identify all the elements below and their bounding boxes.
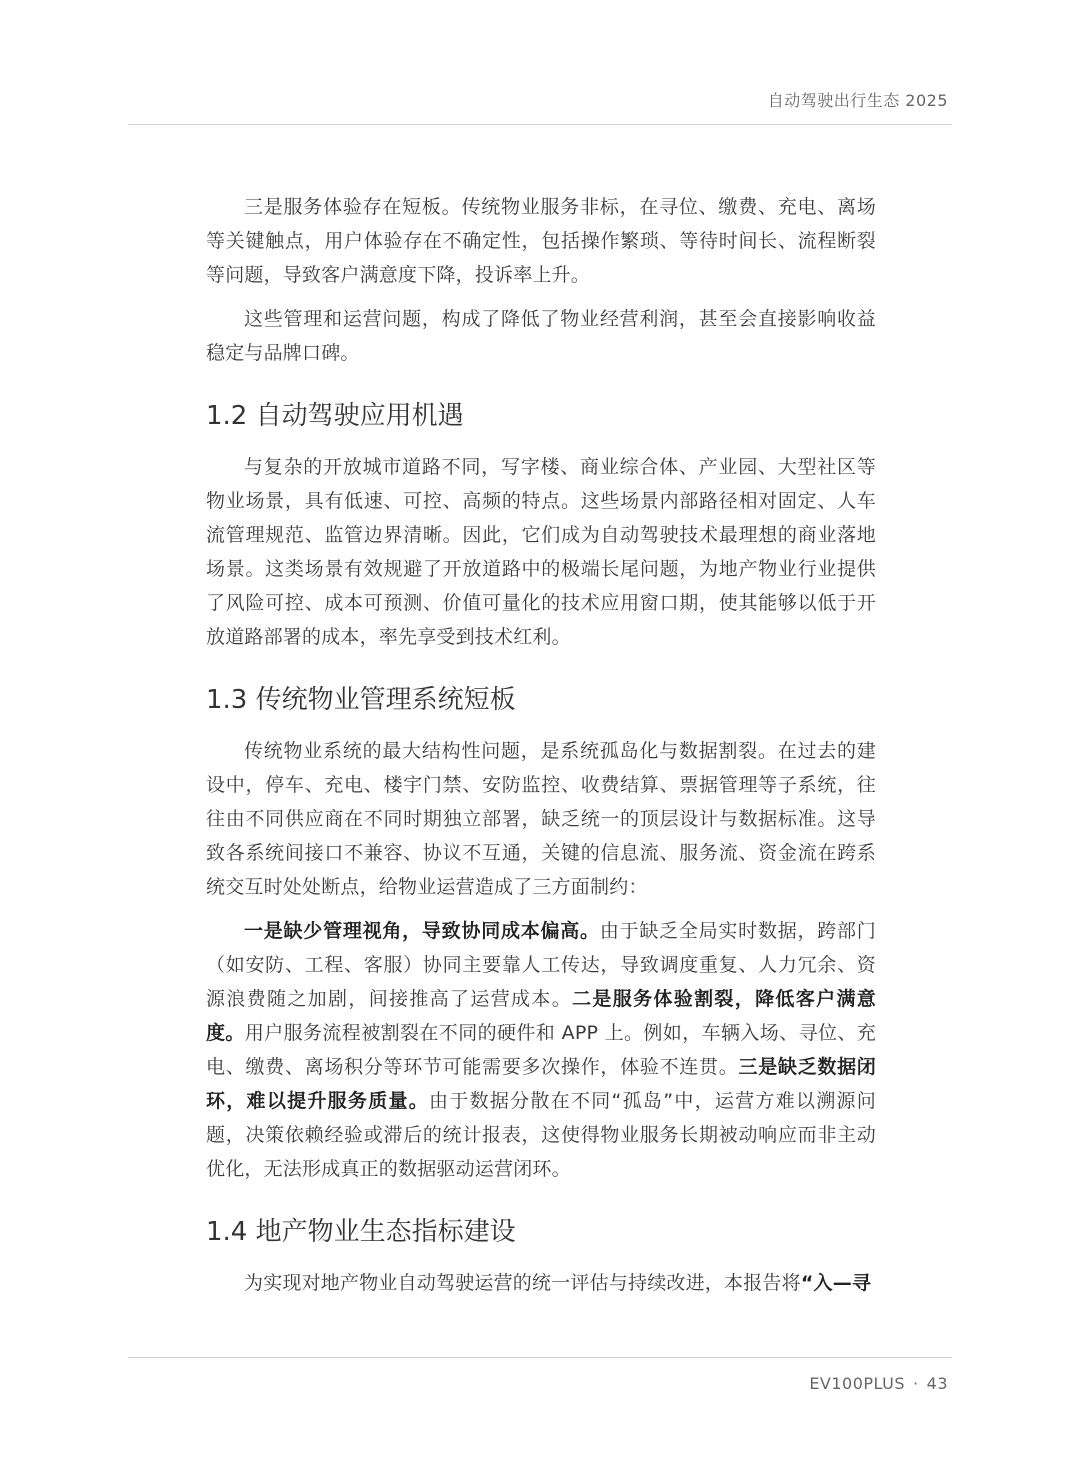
paragraph: 传统物业系统的最大结构性问题，是系统孤岛化与数据割裂。在过去的建设中，停车、充电、楼宇门禁、安防监控、收费结算、票据管理等子系统，往往由不同供应商在不同时期独立部署，缺乏统一的顶层设计与数据标准。这导致各系统间接口不兼容、协议不互通，关键的信息流、服务流、资金流在跨系统交互时处处断点，给物业运营造成了三方面制约： — [206, 740, 876, 898]
paragraph — [206, 1266, 876, 1300]
bold-point-2: 二是服务体验割裂，降低客户满意度。 — [206, 988, 876, 1044]
section-heading-1-3: 1.3 传统物业管理系统短板 — [206, 685, 516, 715]
paragraph-constraints — [206, 914, 876, 1186]
page-footer — [809, 1374, 948, 1393]
point-1-text: 由于缺乏全局实时数据，跨部门（如安防、工程、客服）协同主要靠人工传达，导致调度重复、人力冗余、资源浪费随之加剧，间接推高了运营成本。 — [206, 920, 876, 1010]
footer-divider — [128, 1357, 952, 1358]
point-3-text: 由于数据分散在不同“孤岛”中，运营方难以溯源问题，决策依赖经验或滞后的统计报表，这使得物业服务长期被动响应而非主动优化，无法形成真正的数据驱动运营闭环。 — [206, 1090, 877, 1180]
paragraph-text: 为实现对地产物业自动驾驶运营的统一评估与持续改进，本报告将 — [244, 1272, 801, 1294]
page-number: 43 — [926, 1374, 948, 1393]
running-header: 自动驾驶出行生态 2025 — [767, 91, 948, 110]
point-2-text: 用户服务流程被割裂在不同的硬件和 APP 上。例如，车辆入场、寻位、充电、缴费、离场积分等环节可能需要多次操作，体验不连贯。 — [206, 1022, 877, 1078]
footer-separator: · — [913, 1374, 919, 1393]
bold-text: “入—寻 — [800, 1272, 872, 1294]
bold-point-3: 三是缺乏数据闭环，难以提升服务质量。 — [206, 1056, 876, 1112]
section-heading-1-2: 1.2 自动驾驶应用机遇 — [206, 401, 464, 431]
bold-point-1: 一是缺少管理视角，导致协同成本偏高。 — [244, 920, 600, 942]
main-content — [206, 190, 876, 1300]
paragraph: 与复杂的开放城市道路不同，写字楼、商业综合体、产业园、大型社区等物业场景，具有低速、可控、高频的特点。这些场景内部路径相对固定、人车流管理规范、监管边界清晰。因此，它们成为自动驾驶技术最理想的商业落地场景。这类场景有效规避了开放道路中的极端长尾问题，为地产物业行业提供了风险可控、成本可预测、价值可量化的技术应用窗口期，使其能够以低于开放道路部署的成本，率先享受到技术红利。 — [206, 456, 876, 648]
header-divider — [128, 124, 952, 125]
section-heading-1-4: 1.4 地产物业生态指标建设 — [206, 1217, 516, 1247]
paragraph: 三是服务体验存在短板。传统物业服务非标，在寻位、缴费、充电、离场等关键触点，用户体验存在不确定性，包括操作繁琐、等待时间长、流程断裂等问题，导致客户满意度下降，投诉率上升。 — [206, 196, 876, 286]
footer-brand: EV100PLUS — [809, 1374, 906, 1393]
paragraph: 这些管理和运营问题，构成了降低了物业经营利润，甚至会直接影响收益稳定与品牌口碑。 — [206, 308, 876, 364]
